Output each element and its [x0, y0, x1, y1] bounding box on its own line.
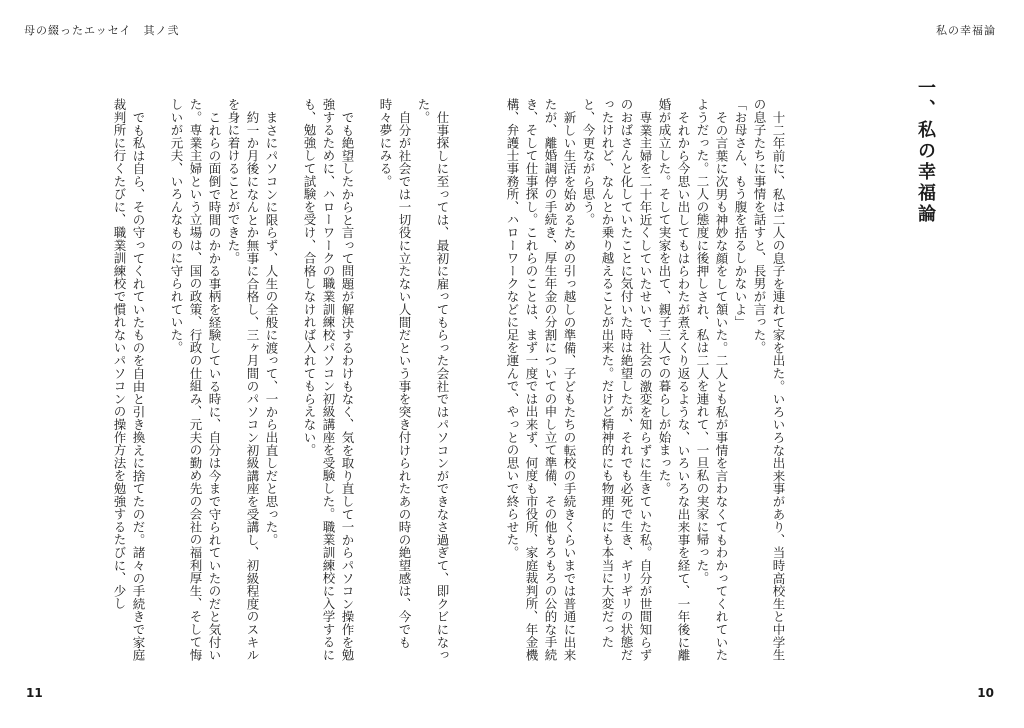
running-head-right: 私の幸福論	[936, 24, 996, 37]
right-paragraph: それから今思い出してもはらわたが煮えくり返るような、いろいろな出来事を経て、一年後に離婚が成立した。そして実家を出て、親子三人での暮らしが始まった。	[657, 98, 691, 661]
page-number-left: 11	[26, 686, 43, 700]
left-paragraph: まさにパソコンに限らず、人生の全般に渡って、一から出直しだと思った。	[264, 110, 279, 546]
right-paragraph: 「お母さん、もう腹を括るしかないよ」	[733, 98, 748, 329]
page-number-right: 10	[977, 686, 994, 700]
left-paragraph: 仕事探しに至っては、最初に雇ってもらった会社ではパソコンができなさ過ぎて、即クビになった。	[416, 98, 450, 661]
left-paragraph: でも絶望したからと言って問題が解決するわけもなく、気を取り直して一からパソコン操作を勉強するために、ハローワークの職業訓練校パソコン初級講座を受験した。職業訓練校に入学するにも、勉強して試験を受け、合格しなければ入れてもらえない。	[302, 98, 355, 662]
running-head-left: 母の綴ったエッセイ 其ノ弐	[24, 24, 180, 37]
right-paragraph: 十二年前に、私は二人の息子を連れて家を出た。いろいろな出来事があり、当時高校生と中学生の息子たちに事情を話すと、長男が言った。	[752, 98, 786, 661]
left-paragraph: 自分が社会では一切役に立たない人間だという事を突き付けられたあの時の絶望感は、今でも時々夢にみる。	[378, 98, 412, 649]
right-page-body	[505, 98, 788, 668]
left-paragraph: でも私は自ら、その守ってくれていたものを自由と引き換えに捨てたのだ。諸々の手続きで家庭裁判所に行くたびに、職業訓練校で慣れないパソコンの操作方法を勉強するたびに、少し	[112, 98, 146, 661]
right-paragraph: その言葉に次男も神妙な顔をして頷いた。二人とも私が事情を言わなくてもわかってくれていたようだった。二人の態度に後押しされ、私は二人を連れて、一旦私の実家に帰った。	[695, 98, 729, 661]
left-paragraph: これらの面倒で時間のかかる事柄を経験している時に、自分は今まで守られていたのだと気付いた。専業主婦という立場は、国の政策、行政の仕組み、元夫の勤め先の会社の福利厚生、そして悔しいが元夫、いろんなものに守られていた。	[169, 98, 222, 662]
left-page-body	[72, 98, 452, 668]
left-paragraph: 約一か月後になんとか無事に合格し、三ヶ月間のパソコン初級講座を受講し、初級程度のスキルを身に着けることができた。	[226, 98, 260, 661]
chapter-title: 一、私の幸福論	[915, 78, 936, 225]
right-paragraph: 新しい生活を始めるための引っ越しの準備、子どもたちの転校の手続きくらいまでは普通に出来たが、離婚調停の手続き、厚生年金の分割についての申し立て準備、その他もろもろの公的な手続き、そして仕事探し。これらのことは、まず一度では出来ず、何度も市役所、家庭裁判所、年金機構、弁護士事務所、ハローワークなどに足を運んで、やっとの思いで終らせた。	[505, 98, 577, 662]
right-paragraph: 専業主婦を二十年近くしていたせいで、社会の激変を知らずに生きていた私。自分が世間知らずのおばさんと化していたことに気付いた時は絶望したが、それでも必死で生き、ギリギリの状態だったけれど、なんとか乗り越えることが出来た。だけど精神的にも物理的にも本当に大変だったと、今更ながら思う。	[581, 98, 653, 662]
